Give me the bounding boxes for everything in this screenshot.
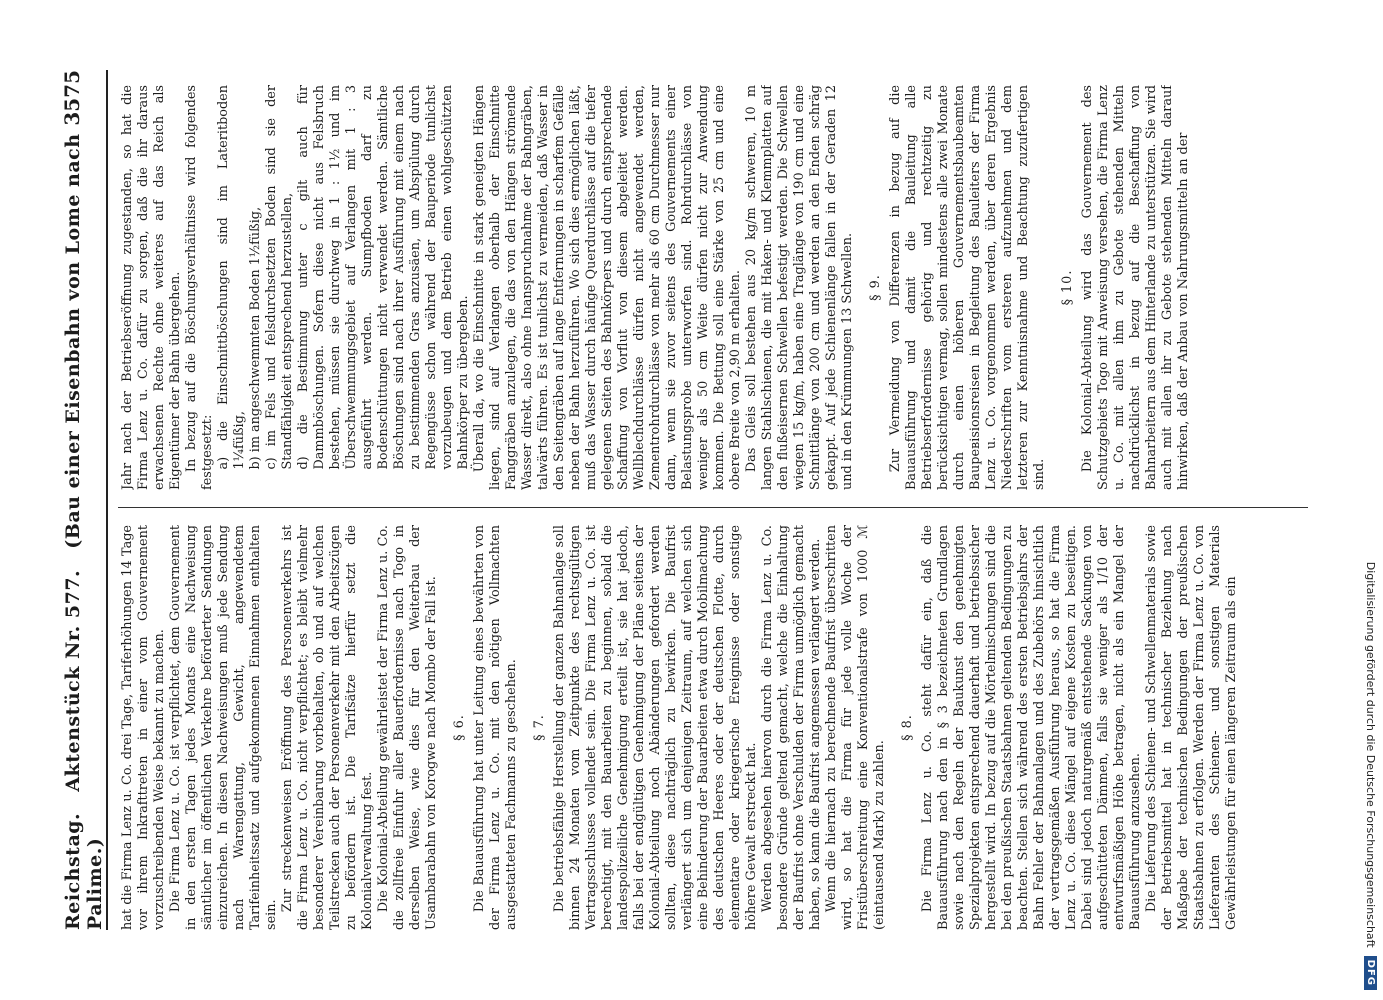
- page-number: 3575: [60, 70, 84, 126]
- section-heading: § 10.: [1060, 269, 1075, 306]
- section-heading: § 7.: [532, 714, 547, 741]
- paragraph: Die Kolonial-Abteilung gewährleistet der Firma Lenz u. Co. die zollfreie Einfuhr aller Bauerfordernisse nach Togo in derselben Weise, wie dies für den Weiterbau der Usambarabahn von Korogwe nach Mombo der Fall ist.: [376, 525, 439, 930]
- header-reichstag: Reichstag.: [62, 812, 84, 930]
- paragraph: Die Lieferung des Schienen- und Schwellenmaterials sowie der Betriebsmittel hat in technischer Beziehung nach Maßgabe der technischen Bedingungen der preußischen Staatsbahnen zu erfolgen. Werden der Firma Lenz u. Co. von Lieferanten des Schienen- und sonstigen Materials Gewährleistungen für einen längeren Zeitraum als ein: [1144, 525, 1239, 930]
- paragraph: d) die Bestimmung unter c gilt auch für Dammböschungen. Sofern diese nicht aus Felsbruch bestehen, müssen sie durchweg in 1 : 1½ und im Überschwemmungsgebiet auf Verlangen mit 1 : 3 ausgeführt werden. Sumpfboden darf zu Bodenschüttungen nicht verwendet werden. Sämtliche Böschungen sind nach ihrer Ausführung mit einem nach zu bestimmenden Gras anzusäen, um Abspülung durch Regengüsse schon während der Bauperiode tunlichst vorzubeugen und dem Betrieb einen wohlgeschützten Bahnkörper zu übergeben.: [296, 85, 471, 470]
- paragraph: Jahr nach der Betriebseröffnung zugestanden, so hat die Firma Lenz u. Co. dafür zu sorgen, daß die ihr daraus erwachsenen Rechte ohne weiteres auf das Reich als Eigentümer der Bahn übergehen.: [120, 85, 183, 490]
- paragraph: Die Kolonial-Abteilung wird das Gouvernement des Schutzgebiets Togo mit Anweisung versehen, die Firma Lenz u. Co. mit allen ihm zu Gebote stehenden Mitteln nachdrücklichst in bezug auf die Beschaffung von Bahnarbeitern aus dem Hinterlande zu unterstützen. Sie wird auch mit allen ihr zu Gebote stehenden Mitteln darauf hinwirken, daß der Anbau von Nahrungsmitteln an der: [1080, 85, 1191, 490]
- paragraph: Die betriebsfähige Herstellung der ganzen Bahnanlage soll binnen 24 Monaten vom Zeitpunkte des rechtsgültigen Vertragsschlusses vollendet sein. Die Firma Lenz u. Co. ist berechtigt, mit den Bauarbeiten zu beginnen, sobald die landespolizeiliche Genehmigung erteilt ist, sie hat jedoch, falls bei der endgültigen Genehmigung der Pläne seitens der Kolonial-Abteilung noch Abänderungen gefordert werden sollten, diese nachträglich zu bewirken. Die Baufrist verlängert sich um denjenigen Zeitraum, auf welchen sich eine Behinderung der Bauarbeiten etwa durch Mobilmachung des deutschen Heeres oder der deutschen Flotte, durch elementare oder kriegerische Ereignisse oder sonstige höhere Gewalt erstreckt hat.: [552, 525, 759, 930]
- section-heading: § 8.: [900, 714, 915, 741]
- paragraph: Zur Vermeidung von Differenzen in bezug auf die Bauausführung und damit die Bauleitung alle Betriebserfordernisse gehörig und rechtzeitig zu berücksichtigen vermag, sollen mindestens alle zwei Monate durch einen höheren Gouvernementsbaubeamten Bauревisionsreisen in Begleitung des Bauleiters der Firma Lenz u. Co. vorgenommen werden, über deren Ergebnis Niederschriften vom ersteren aufzunehmen und dem letzteren zur Kenntnisnahme und Beachtung zuzufertigen sind.: [888, 85, 1047, 490]
- paragraph: b) im angeschwemmten Boden 1½füßig,: [248, 206, 263, 470]
- paragraph: Die Bauausführung hat unter Leitung eines bewährten von der Firma Lenz u. Co. mit den nötigen Vollmachten ausgestatteten Fachmanns zu geschehen.: [472, 525, 519, 930]
- column-divider: [118, 507, 1308, 508]
- paragraph: Zur streckenweisen Eröffnung des Personenverkehrs ist die Firma Lenz u. Co. nicht verpflichtet; es bleibt vielmehr besonderer Vereinbarung vorbehalten, ob und auf welchen Teilstrecken auch der Personenverkehr mit den Arbeitszügen zu befördern ist. Die Tarifsätze hierfür setzt die Kolonialverwaltung fest.: [280, 525, 375, 930]
- text-column-right: [120, 85, 1310, 490]
- section-heading: § 9.: [868, 274, 883, 301]
- paragraph: Wenn die hiernach zu berechnende Baufrist überschritten wird, so hat die Firma für jede volle Woche der Fristüberschreitung eine Konventionalstrafe von 1000 ℳ (eintausend Mark) zu zahlen.: [824, 525, 887, 930]
- digitization-text: Digitalisierung gefördert durch die Deutsche Forschungsgemeinschaft: [1364, 561, 1378, 948]
- header-title: [62, 126, 106, 930]
- paragraph: c) im Fels und felsdurchsetzten Boden sind sie der Standfähigkeit entsprechend herzustellen,: [264, 85, 295, 470]
- paragraph: a) die Einschnittböschungen sind im Lateritboden 1¼füßig,: [216, 85, 247, 470]
- page-header: [60, 70, 106, 930]
- header-subject: (Bau einer Eisenbahn von Lome nach Palime.): [62, 133, 106, 930]
- text-column-left: [120, 525, 1310, 930]
- paragraph: Die Firma Lenz u. Co. steht dafür ein, daß die Bauausführung nach den in § 3 bezeichneten Grundlagen sowie nach den Regeln der Baukunst den genehmigten Spezialprojekten entsprechend dauerhaft und betriebssicher hergestellt wird. In bezug auf die Mörtelmischungen sind die bei den preußischen Staatsbahnen geltenden Bedingungen zu beachten. Stellen sich während des ersten Betriebsjahrs der Bahn Fehler der Bahnanlagen und des Zubehörs hinsichtlich der vertragsgemäßen Ausführung heraus, so hat die Firma Lenz u. Co. diese Mängel auf eigene Kosten zu beseitigen. Dabei sind jedoch naturgemäß entstehende Sackungen von aufgeschütteten Dämmen, falls sie weniger als 1/10 der entwurfsmäßigen Höhe betragen, nicht als ein Mangel der Bauausführung anzusehen.: [920, 525, 1143, 930]
- header-rule: [106, 70, 108, 930]
- paragraph: Werden abgesehen hiervon durch die Firma Lenz u. Co. besondere Gründe geltend gemacht, welche die Einhaltung der Baufrist ohne Verschulden der Firma unmöglich gemacht haben, so kann die Baufrist angemessen verlängert werden.: [760, 525, 823, 930]
- paragraph: Die Firma Lenz u. Co. ist verpflichtet, dem Gouvernement in den ersten Tagen jedes Monats eine Nachweisung sämtlicher im öffentlichen Verkehre beförderter Sendungen einzureichen. In diesen Nachweisungen muß jede Sendung nach Warengattung, Gewicht, angewendetem Tarifeinheitssatz und aufgekommenen Einnahmen enthalten sein.: [168, 525, 279, 930]
- paragraph: In bezug auf die Böschungsverhältnisse wird folgendes festgesetzt:: [184, 85, 215, 490]
- dfg-logo: DFG: [1365, 956, 1378, 990]
- paragraph: Überall da, wo die Einschnitte in stark geneigten Hängen liegen, sind auf Verlangen oberhalb der Einschnitte Fanggräben anzulegen, die das von den Hängen strömende Wasser direkt, also ohne Inanspruchnahme der Bahngräben, talwärts führen. Es ist tunlichst zu vermeiden, daß Wasser in den Seitengräben auf lange Entfernungen in scharfem Gefälle neben der Bahn herzuführen. Wo sich dies ermöglichen läßt, muß das Wasser durch häufige Querdurchlässe auf die tiefer gelegenen Seiten des Bahnkörpers und durch entsprechende Schaffung von Vorflut von diesem abgeleitet werden. Wellblechdurchlässe dürfen nicht angewendet werden, Zementrohrdurchlässe von mehr als 60 cm Durchmesser nur dann, wenn sie zuvor seitens des Gouvernements einer Belastungsprobe unterworfen sind. Rohrdurchlässe von weniger als 50 cm Weite dürfen nicht zur Anwendung kommen. Die Bettung soll eine Stärke von 25 cm und eine obere Breite von 2,90 m erhalten.: [472, 85, 743, 490]
- digitization-note: [1362, 60, 1380, 990]
- paragraph: hat die Firma Lenz u. Co. drei Tage, Tariferhöhungen 14 Tage vor ihrem Inkrafttreten in einer vom Gouvernement vorzuschreibenden Weise bekannt zu machen.: [120, 525, 167, 930]
- paragraph: Das Gleis soll bestehen aus 20 kg/m schweren, 10 m langen Stahlschienen, die mit Haken- und Klemmplatten auf den flußeisernen Schwellen befestigt werden. Die Schwellen wiegen 15 kg/m, haben eine Traglänge von 190 cm und eine Schnittlänge von 200 cm und werden an den Enden schräg gekappt. Auf jede Schienenlänge fallen in der Geraden 12 und in den Krümmungen 13 Schwellen.: [744, 85, 855, 490]
- section-heading: § 6.: [452, 714, 467, 741]
- document-page: [60, 70, 1320, 930]
- header-aktenstueck: Aktenstück Nr. 577.: [62, 569, 84, 792]
